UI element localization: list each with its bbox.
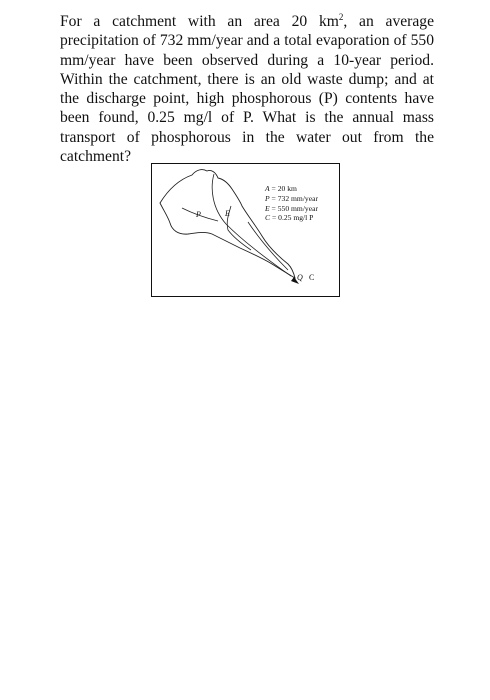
label-precipitation: P xyxy=(196,210,201,219)
legend-row-evaporation: E = 550 mm/year xyxy=(265,203,318,213)
question-text xyxy=(60,12,434,166)
superscript-2: 2 xyxy=(338,11,344,22)
label-concentration: C xyxy=(309,273,315,282)
label-evaporation: E xyxy=(225,209,230,218)
question-text-part2: , an average precipitation of 732 mm/year and a total evaporation of 550 mm/year have been observed during a 10-year period. Within the catchment, there is an old waste dump; and at the discharge point, high phosphorous (P) contents have been found, 0.25 mg/l of P. What is the annual mass transport of phosphorous in the water out from the catchment? xyxy=(60,13,434,166)
label-discharge: Q xyxy=(297,273,303,282)
legend-row-precipitation: P = 732 mm/year xyxy=(265,193,318,203)
catchment-figure xyxy=(151,163,340,297)
figure-legend xyxy=(265,184,318,223)
legend-row-area: A = 20 km xyxy=(265,184,297,193)
legend-row-concentration: C = 0.25 mg/l P xyxy=(265,213,314,223)
question-text-part1: For a catchment with an area 20 km xyxy=(60,13,339,30)
stream-tributary-right xyxy=(248,222,288,270)
